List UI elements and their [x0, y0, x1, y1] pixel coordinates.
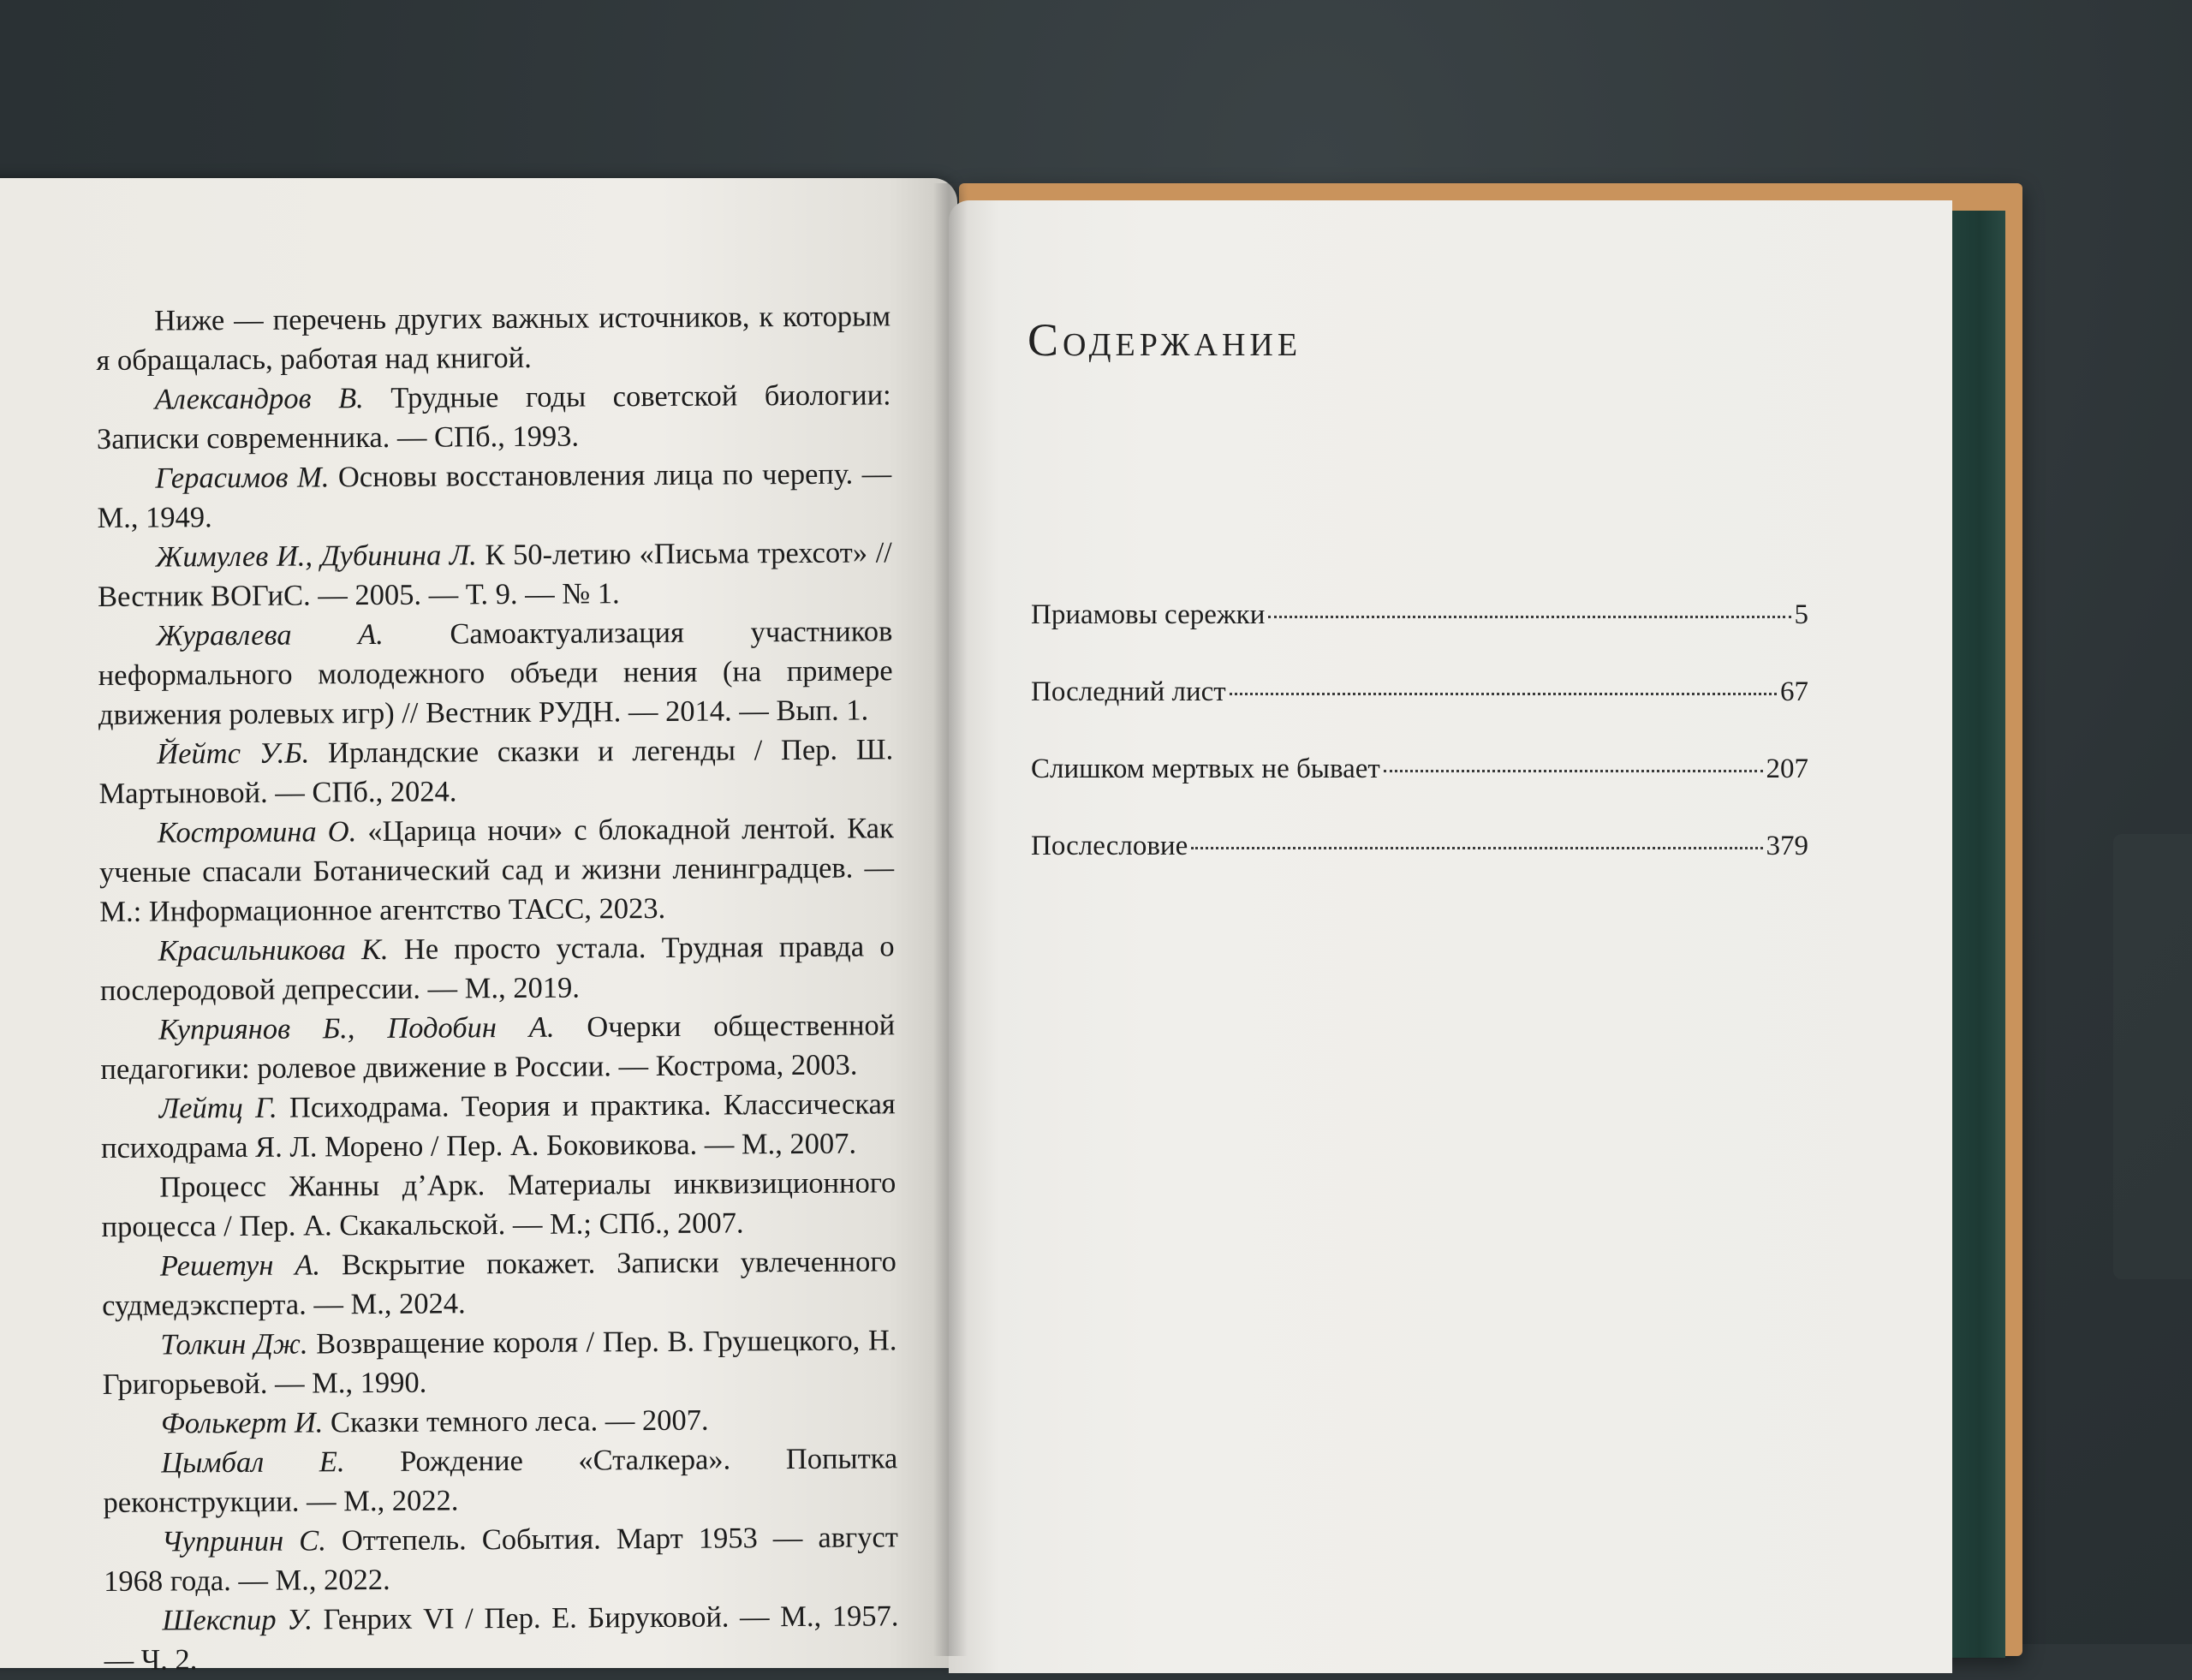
bibliography-entry	[99, 926, 895, 1010]
entry-author: Журавлева А.	[156, 617, 384, 652]
entry-author: Толкин Дж.	[160, 1327, 308, 1361]
toc-page-number: 5	[1794, 599, 1808, 630]
toc-leader-dots	[1230, 693, 1777, 695]
bibliography-text	[96, 296, 899, 1680]
entry-text: Сказки темного леса. — 2007.	[323, 1403, 709, 1439]
bibliography-entry	[98, 611, 893, 735]
entry-text: Процесс Жанны д’Арк. Материалы инквизиционного процесса / Пер. А. Скакальской. — М.; СПб., 2007.	[101, 1166, 896, 1243]
toc-leader-dots	[1191, 847, 1762, 849]
entry-author: Александров В.	[154, 382, 364, 416]
entry-author: Красильникова К.	[158, 932, 389, 968]
toc-chapter-title: Приамовы сережки	[1031, 599, 1266, 630]
entry-author: Фолькерт И.	[160, 1406, 324, 1440]
entry-text: Рождение «Сталкера». Попытка реконструкции. — М., 2022.	[103, 1442, 898, 1519]
toc-page-number: 67	[1780, 676, 1808, 707]
bibliography-list	[97, 375, 899, 1680]
bibliography-entry	[104, 1517, 899, 1601]
entry-text: Самоактуализация участников неформального молодежного объеди нения (на примере движения ролевых игр) // Вестник РУДН. — 2014. — Вып. 1.	[98, 615, 893, 731]
entry-text: Возвращение короля / Пер. В. Грушецкого, Н. Григорьевой. — М., 1990.	[102, 1324, 897, 1401]
entry-text: Очерки общественной педагогики: ролевое движение в России. — Кострома, 2003.	[100, 1009, 896, 1086]
entry-author: Чупринин С.	[161, 1524, 326, 1558]
entry-author: Куприянов Б., Подобин А.	[158, 1010, 555, 1046]
bibliography-entry	[97, 375, 892, 459]
entry-text: Психодрама. Теория и практика. Классическая психодрама Я. Л. Морено / Пер. А. Боковикова. — М., 2007.	[100, 1087, 896, 1165]
entry-text: Основы восстановления лица по черепу. — М., 1949.	[97, 457, 892, 534]
entry-author: Йейтс У.Б.	[157, 736, 310, 771]
toc-chapter-title: Слишком мертвых не бывает	[1031, 754, 1380, 784]
toc-row	[1031, 676, 1808, 754]
bibliography-entry	[103, 1399, 897, 1444]
entry-author: Жимулев И., Дубинина Л.	[155, 539, 477, 574]
bibliography-entry	[98, 533, 893, 617]
toc-leader-dots	[1384, 770, 1763, 772]
book-gutter	[933, 183, 968, 1656]
toc-page-number: 379	[1766, 831, 1808, 861]
entry-author: Герасимов М.	[155, 461, 330, 495]
bibliography-entry	[100, 1005, 896, 1089]
bibliography-entry	[102, 1320, 897, 1404]
toc-row	[1031, 831, 1808, 908]
show-through-shadow	[2113, 834, 2192, 1279]
bibliography-entry	[97, 454, 892, 538]
entry-text: Оттепель. События. Март 1953 — август 1968 года. — М., 2022.	[104, 1521, 898, 1598]
entry-author: Решетун А.	[159, 1248, 321, 1283]
bibliography-intro: Ниже — перечень других важных источников, к которым я обращалась, работая над книгой.	[96, 300, 891, 377]
entry-text: Вскрытие покажет. Записки увлеченного судмедэксперта. — М., 2024.	[102, 1245, 896, 1322]
table-of-contents	[1031, 599, 1808, 908]
bibliography-entry	[104, 1596, 899, 1680]
toc-leader-dots	[1268, 616, 1790, 618]
entry-text: Трудные годы советской биологии: Записки современника. — СПб., 1993.	[96, 378, 891, 456]
bibliography-entry	[103, 1439, 898, 1522]
entry-author: Костромина О.	[157, 815, 357, 849]
right-page	[949, 200, 1952, 1673]
toc-row	[1031, 754, 1808, 831]
entry-text: К 50-летию «Письма трехсот» // Вестник ВОГиС. — 2005. — Т. 9. — № 1.	[97, 536, 892, 613]
toc-page-number: 207	[1766, 754, 1808, 784]
contents-heading: Содержание	[1028, 314, 1302, 366]
entry-author: Лейтц Г.	[158, 1091, 277, 1125]
entry-text: Ирландские сказки и легенды / Пер. Ш. Мартыновой. — СПб., 2024.	[98, 733, 894, 810]
toc-chapter-title: Последний лист	[1031, 676, 1226, 707]
entry-text: Генрих VI / Пер. Е. Бируковой. — М., 1957. — Ч. 2.	[104, 1600, 899, 1677]
bibliography-entry	[99, 808, 895, 932]
entry-author: Шекспир У.	[162, 1603, 313, 1637]
entry-author: Цымбал Е.	[161, 1445, 345, 1480]
entry-text: «Царица ночи» с блокадной лентой. Как ученые спасали Ботанический сад и жизни ленинградцев. — М.: Информационное агентство ТАСС, 2023.	[98, 812, 895, 928]
bibliography-entry	[98, 730, 894, 813]
bibliography-entry	[101, 1084, 896, 1168]
toc-chapter-title: Послесловие	[1031, 831, 1188, 861]
bibliography-entry	[101, 1163, 896, 1247]
entry-text: Не просто устала. Трудная правда о послеродовой депрессии. — М., 2019.	[99, 930, 895, 1007]
toc-row	[1031, 599, 1808, 676]
bibliography-entry	[102, 1242, 897, 1326]
